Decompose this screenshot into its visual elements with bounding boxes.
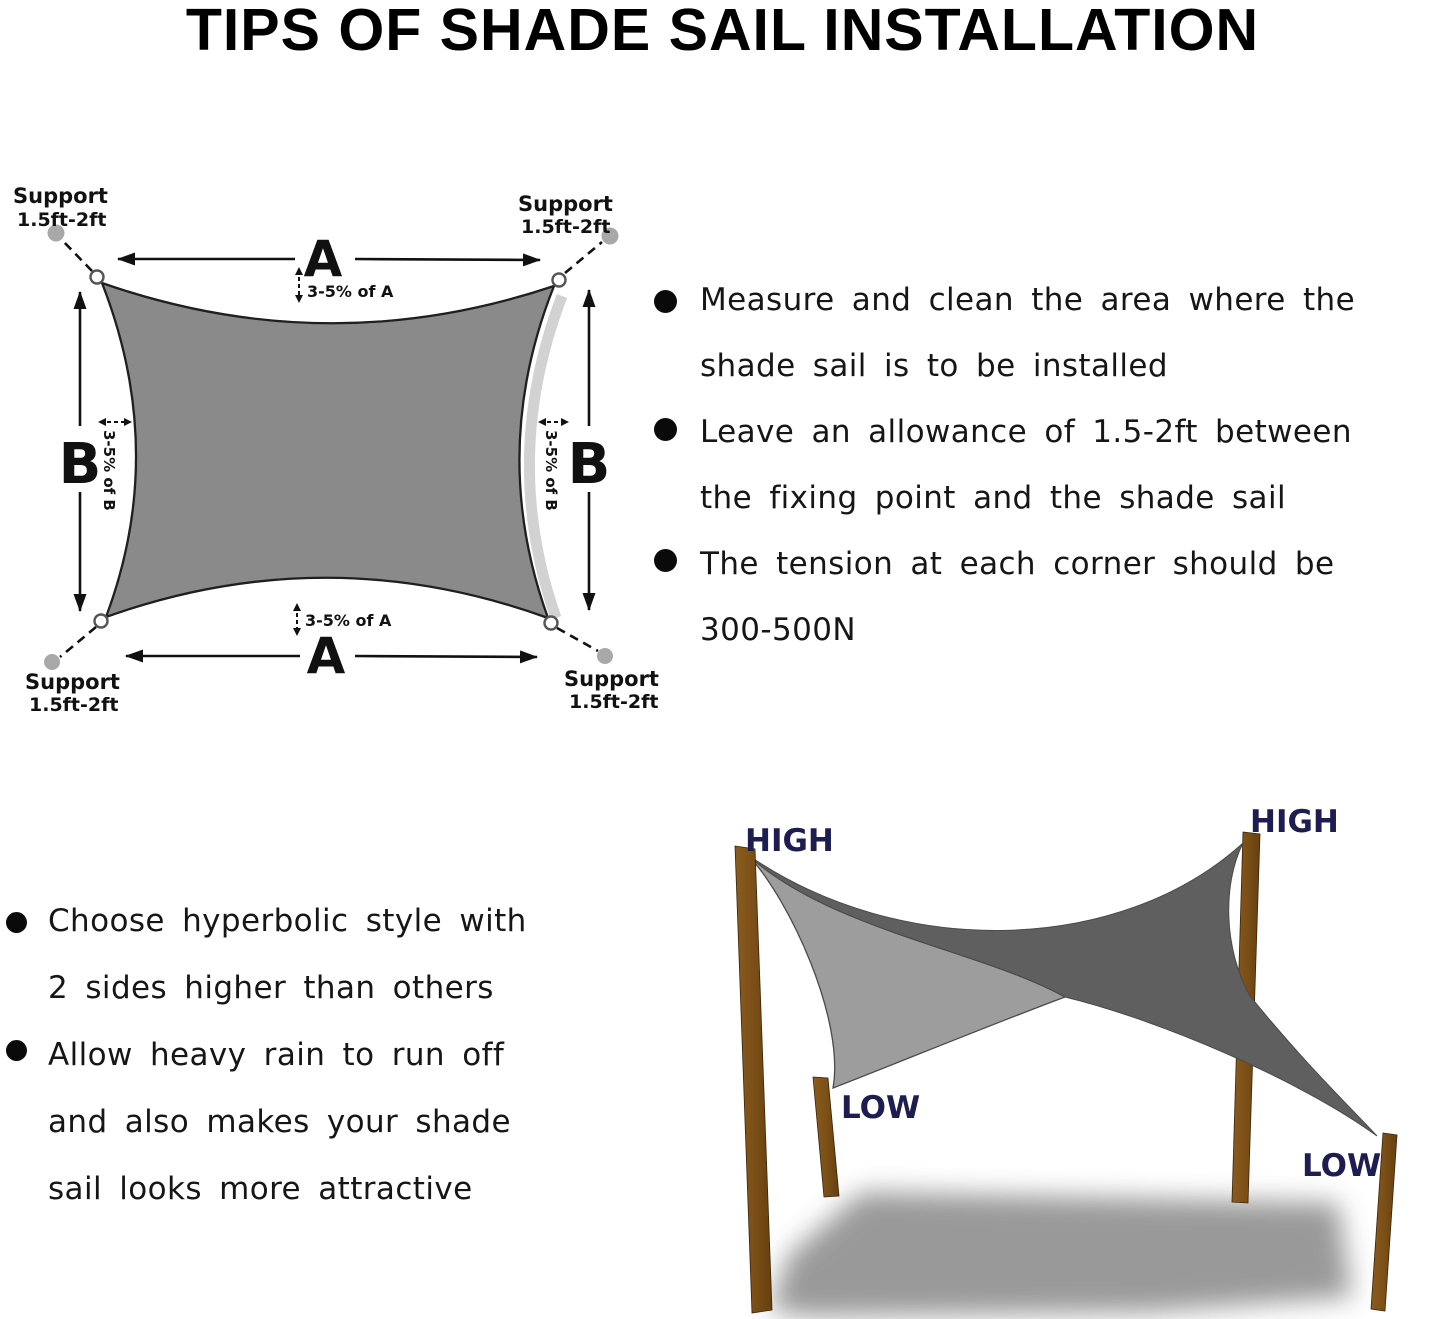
support-anchor-dot (597, 648, 613, 664)
support-label: Support (564, 667, 659, 691)
support-label: Support (13, 184, 108, 208)
support-distance-label: 1.5ft-2ft (17, 209, 107, 231)
support-label: Support (25, 670, 120, 694)
sag-label-b-right: 3-5% of B (542, 430, 560, 511)
bullet-icon (6, 912, 27, 933)
sag-label-a-bottom: 3-5% of A (305, 611, 392, 630)
bullet-icon (6, 1040, 27, 1061)
tips-list-right (653, 270, 1445, 670)
tip-line: and also makes your shade (48, 1104, 511, 1140)
dimension-label-b-right: B (567, 432, 611, 497)
tie-line (557, 628, 598, 651)
arrowhead-icon (295, 295, 303, 303)
tip-line: Allow heavy rain to run off (48, 1037, 505, 1073)
grommet-icon (91, 271, 104, 284)
page-title: TIPS OF SHADE SAIL INSTALLATION (185, 0, 1260, 63)
hyperbolic-sail-illustration (690, 780, 1445, 1319)
bullet-icon (654, 290, 677, 313)
tip-line: sail looks more attractive (48, 1171, 473, 1207)
support-label: Support (518, 192, 613, 216)
arrowhead-icon (561, 418, 569, 426)
sag-label-b-left: 3-5% of B (100, 430, 118, 511)
tip-line: 2 sides higher than others (48, 970, 494, 1006)
grommet-icon (545, 617, 558, 630)
support-distance-label: 1.5ft-2ft (29, 694, 119, 716)
tip-line: the fixing point and the shade sail (700, 480, 1286, 516)
grommet-icon (95, 615, 108, 628)
tip-line: Leave an allowance of 1.5-2ft between (700, 414, 1352, 450)
low-label-right: LOW (1302, 1148, 1382, 1184)
tie-line (60, 627, 96, 657)
grommet-icon (553, 274, 566, 287)
ground-shadow (770, 1192, 1352, 1316)
post-high-left (735, 846, 772, 1313)
arrowhead-icon (538, 418, 546, 426)
tip-line: shade sail is to be installed (700, 348, 1168, 384)
tip-line: Measure and clean the area where the (700, 282, 1356, 318)
dimension-arrow-a-bottom-right (355, 656, 537, 657)
dimension-label-b-left: B (58, 432, 102, 497)
arrowhead-icon (293, 603, 301, 611)
support-distance-label: 1.5ft-2ft (521, 216, 611, 238)
sag-label-a-top: 3-5% of A (307, 282, 394, 301)
high-label-left: HIGH (745, 823, 834, 859)
support-distance-label: 1.5ft-2ft (569, 691, 659, 713)
shade-sail-dimension-diagram (0, 178, 660, 725)
bullet-icon (654, 549, 677, 572)
post-low-left (813, 1077, 839, 1197)
arrowhead-icon (98, 418, 106, 426)
tips-list-left (5, 890, 645, 1220)
arrowhead-icon (295, 267, 303, 275)
shade-sail-shape (102, 283, 554, 618)
tie-line (565, 242, 602, 273)
support-anchor-dot (44, 654, 60, 670)
high-label-right: HIGH (1250, 804, 1339, 840)
dimension-label-a-bottom: A (306, 627, 346, 685)
tip-line: 300-500N (700, 612, 856, 648)
arrowhead-icon (124, 418, 132, 426)
arrowhead-icon (293, 628, 301, 636)
tip-line: Choose hyperbolic style with (48, 903, 527, 939)
bullet-icon (654, 418, 677, 441)
tie-line (62, 240, 92, 271)
low-label-left: LOW (841, 1090, 921, 1126)
dimension-label-a-top: A (303, 230, 343, 288)
tip-line: The tension at each corner should be (700, 546, 1335, 582)
dimension-arrow-a-top-right (355, 259, 540, 260)
